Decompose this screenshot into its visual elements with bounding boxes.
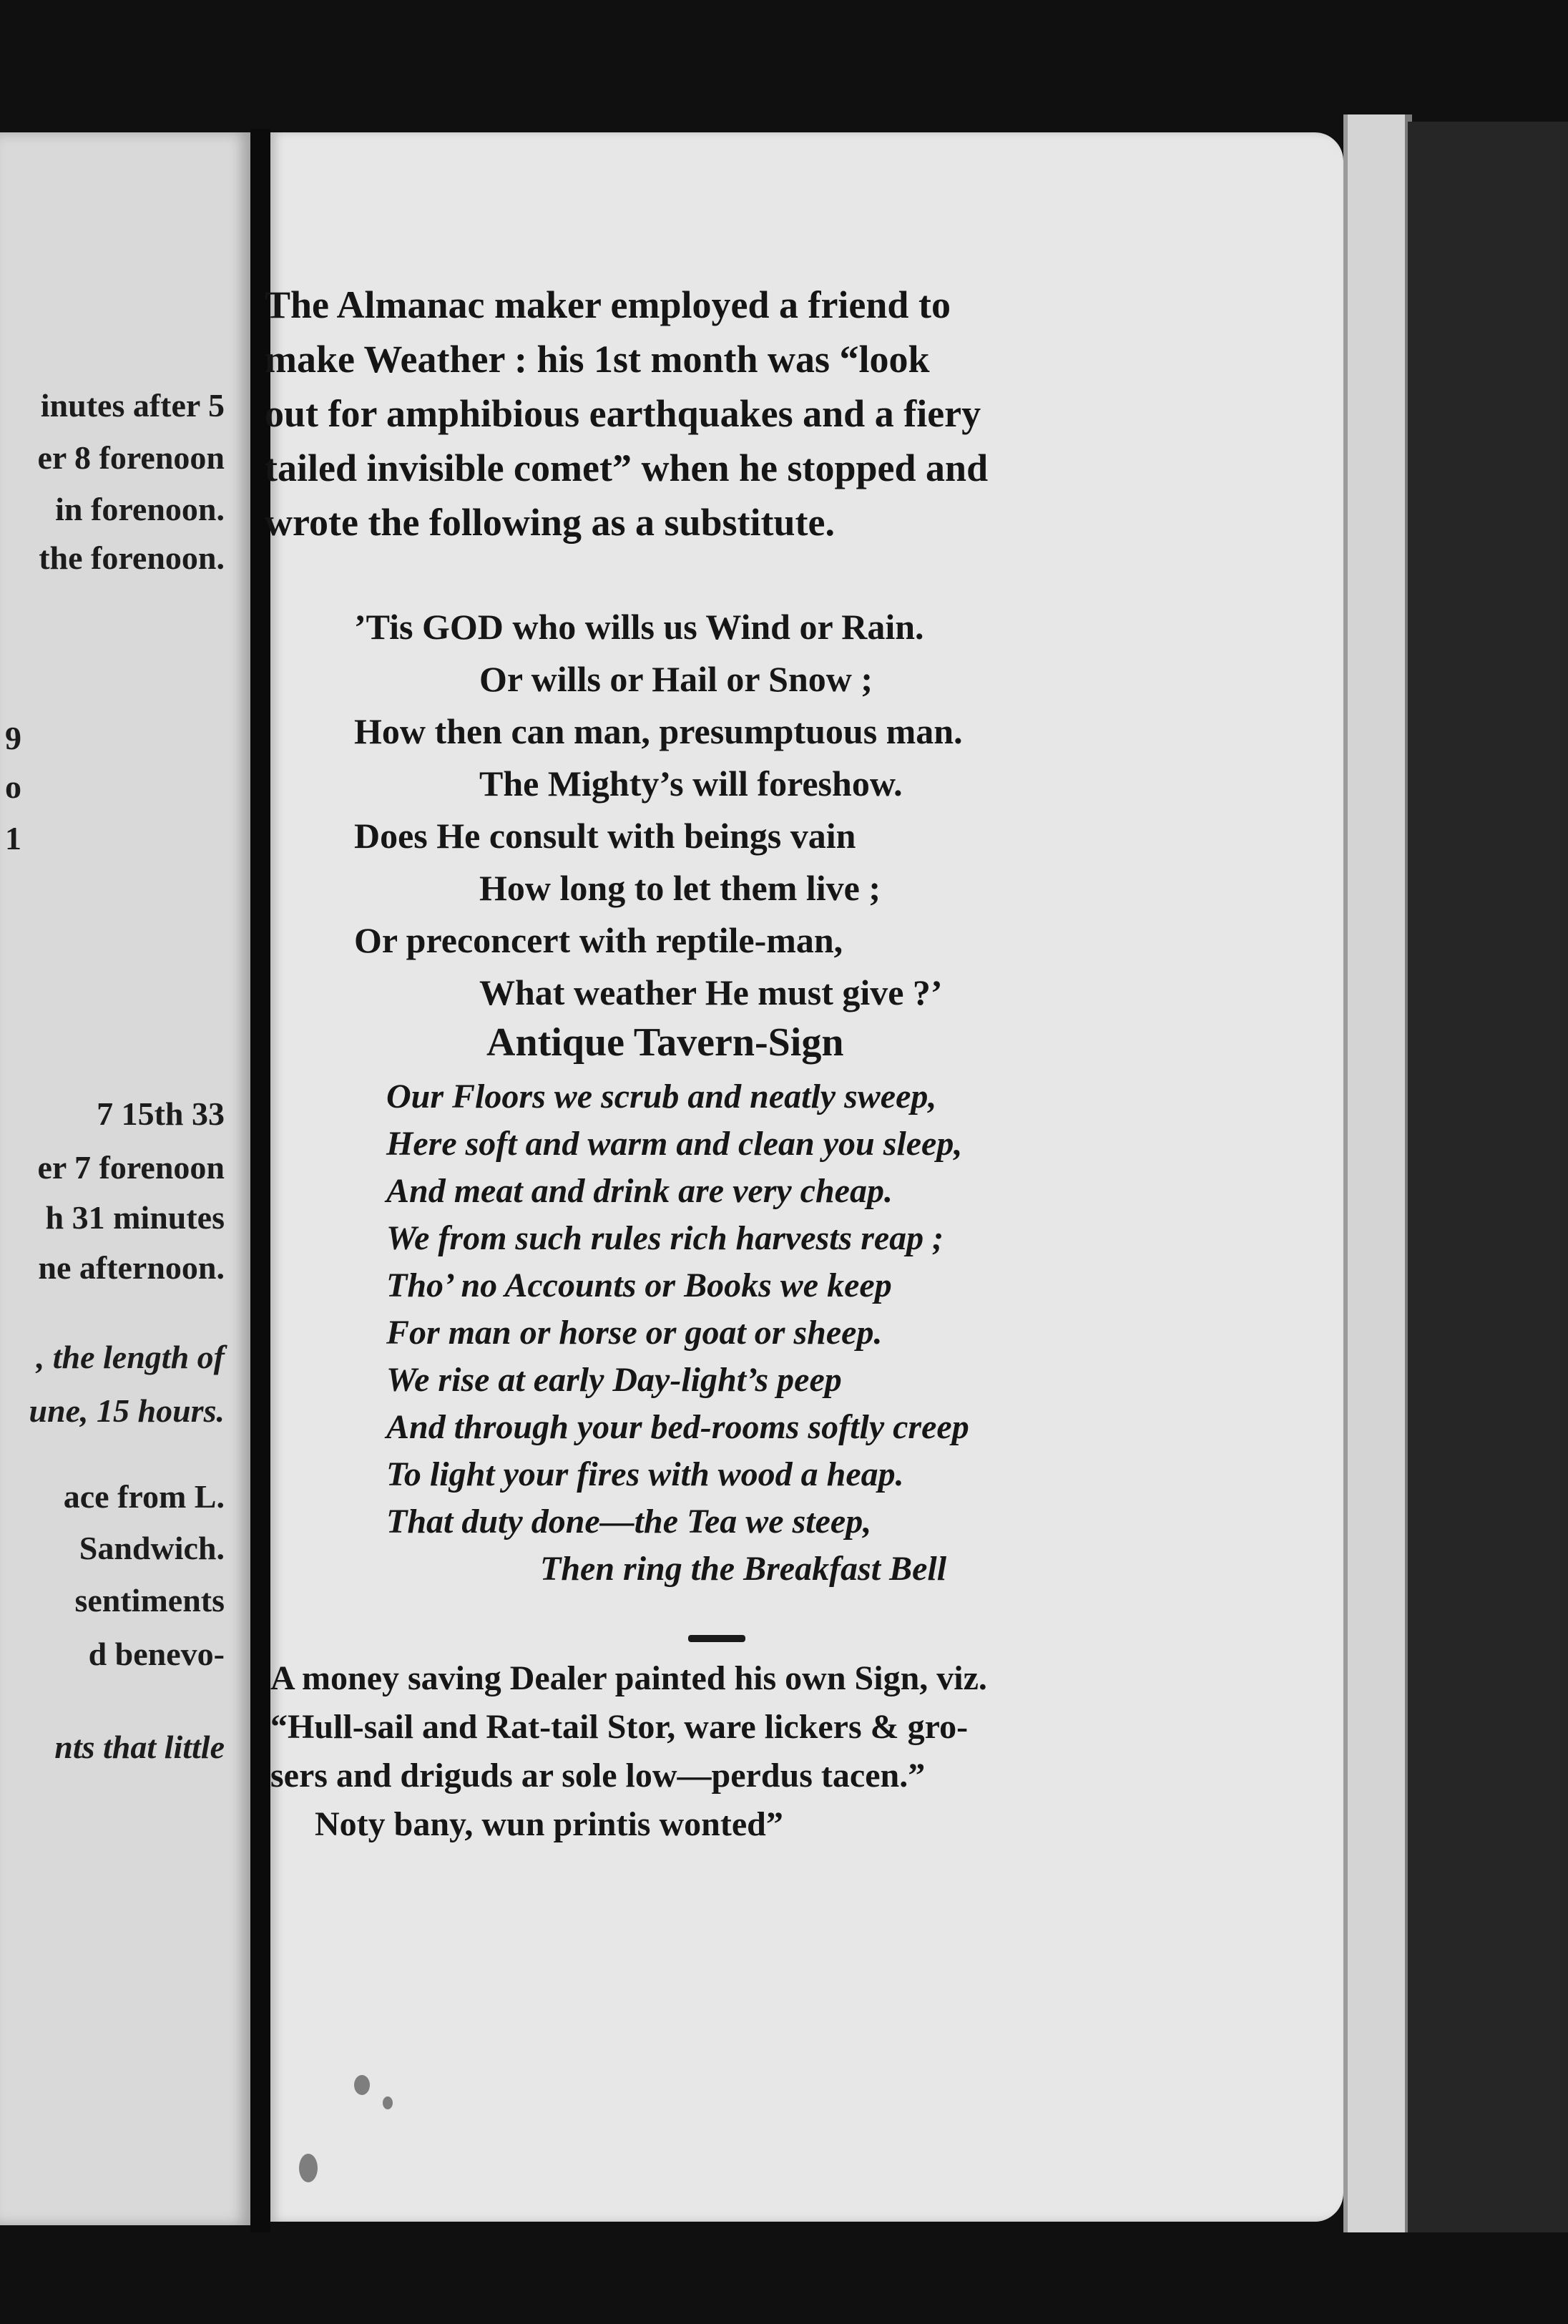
weather-poem <box>354 601 1105 1019</box>
left-text-line: inutes after 5 <box>40 387 225 424</box>
left-text-line: nts that little <box>54 1729 225 1765</box>
left-text-line: ace from L. <box>63 1478 225 1515</box>
intro-line: out for amphibious earthquakes and a fiery <box>265 392 981 435</box>
left-text-line: sentiments <box>74 1582 225 1618</box>
poem-line: Does He consult with beings vain <box>354 816 856 856</box>
tavern-line: To light your fires with wood a heap. <box>386 1455 904 1493</box>
dealer-sign-anecdote <box>270 1654 1147 1849</box>
poem-line: Or wills or Hail or Snow ; <box>479 659 873 699</box>
left-text-line: 7 15th 33 <box>97 1095 225 1132</box>
intro-line: tailed invisible comet” when he stopped and <box>265 446 989 489</box>
left-page <box>0 132 250 2225</box>
tavern-line: Then ring the Breakfast Bell <box>540 1550 947 1588</box>
left-text-line: une, 15 hours. <box>29 1392 225 1429</box>
tavern-line: And meat and drink are very cheap. <box>386 1172 893 1210</box>
tavern-line: For man or horse or goat or sheep. <box>386 1314 883 1352</box>
intro-line: The Almanac maker employed a friend to <box>265 283 951 326</box>
left-text-line: Sandwich. <box>79 1530 225 1566</box>
left-text-line: the forenoon. <box>39 540 225 576</box>
intro-line: make Weather : his 1st month was “look <box>265 338 930 381</box>
book-cover-edge <box>1408 122 1568 2232</box>
left-text-line: , the length of <box>36 1339 225 1375</box>
tavern-sign-verse <box>386 1073 1137 1593</box>
tavern-line: Here soft and warm and clean you sleep, <box>386 1125 963 1163</box>
tavern-sign-heading: Antique Tavern-Sign <box>486 1020 844 1065</box>
poem-line: ’Tis GOD who wills us Wind or Rain. <box>354 607 924 647</box>
left-text-line: h 31 minutes <box>45 1199 225 1236</box>
section-divider <box>688 1635 745 1642</box>
left-text-line: 1 <box>5 820 21 856</box>
dealer-line: A money saving Dealer painted his own Sign, viz. <box>270 1659 987 1697</box>
tavern-line: Our Floors we scrub and neatly sweep, <box>386 1078 937 1115</box>
dealer-line: sers and driguds ar sole low—perdus tacen.” <box>270 1757 926 1795</box>
left-text-line: er 7 forenoon <box>37 1149 225 1186</box>
ink-smudge <box>299 2154 318 2182</box>
left-text-line: er 8 forenoon <box>37 439 225 476</box>
tavern-line: That duty done—the Tea we steep, <box>386 1503 872 1541</box>
page-edge <box>1343 114 1412 2232</box>
poem-line: Or preconcert with reptile-man, <box>354 920 843 960</box>
poem-line: The Mighty’s will foreshow. <box>479 763 903 804</box>
ink-smudge <box>383 2096 393 2109</box>
left-text-line: 9 <box>5 720 21 756</box>
tavern-line: And through your bed-rooms softly creep <box>386 1408 969 1446</box>
left-text-line: ne afternoon. <box>38 1249 225 1286</box>
tavern-line: We from such rules rich harvests reap ; <box>386 1219 944 1257</box>
dealer-line: “Hull-sail and Rat-tail Stor, ware lickers & gro- <box>270 1708 969 1746</box>
poem-line: How long to let them live ; <box>479 868 881 908</box>
intro-line: wrote the following as a substitute. <box>265 501 836 544</box>
intro-paragraph <box>265 278 1145 550</box>
tavern-line: We rise at early Day-light’s peep <box>386 1361 842 1399</box>
ink-smudge <box>354 2075 370 2095</box>
left-text-line: o <box>5 768 21 805</box>
left-text-line: in forenoon. <box>55 491 225 527</box>
tavern-line: Tho’ no Accounts or Books we keep <box>386 1266 892 1304</box>
poem-line: What weather He must give ?’ <box>479 972 943 1012</box>
poem-line: How then can man, presumptuous man. <box>354 711 963 751</box>
left-text-line: d benevo- <box>88 1636 225 1672</box>
dealer-line: Noty bany, wun printis wonted” <box>315 1805 783 1843</box>
